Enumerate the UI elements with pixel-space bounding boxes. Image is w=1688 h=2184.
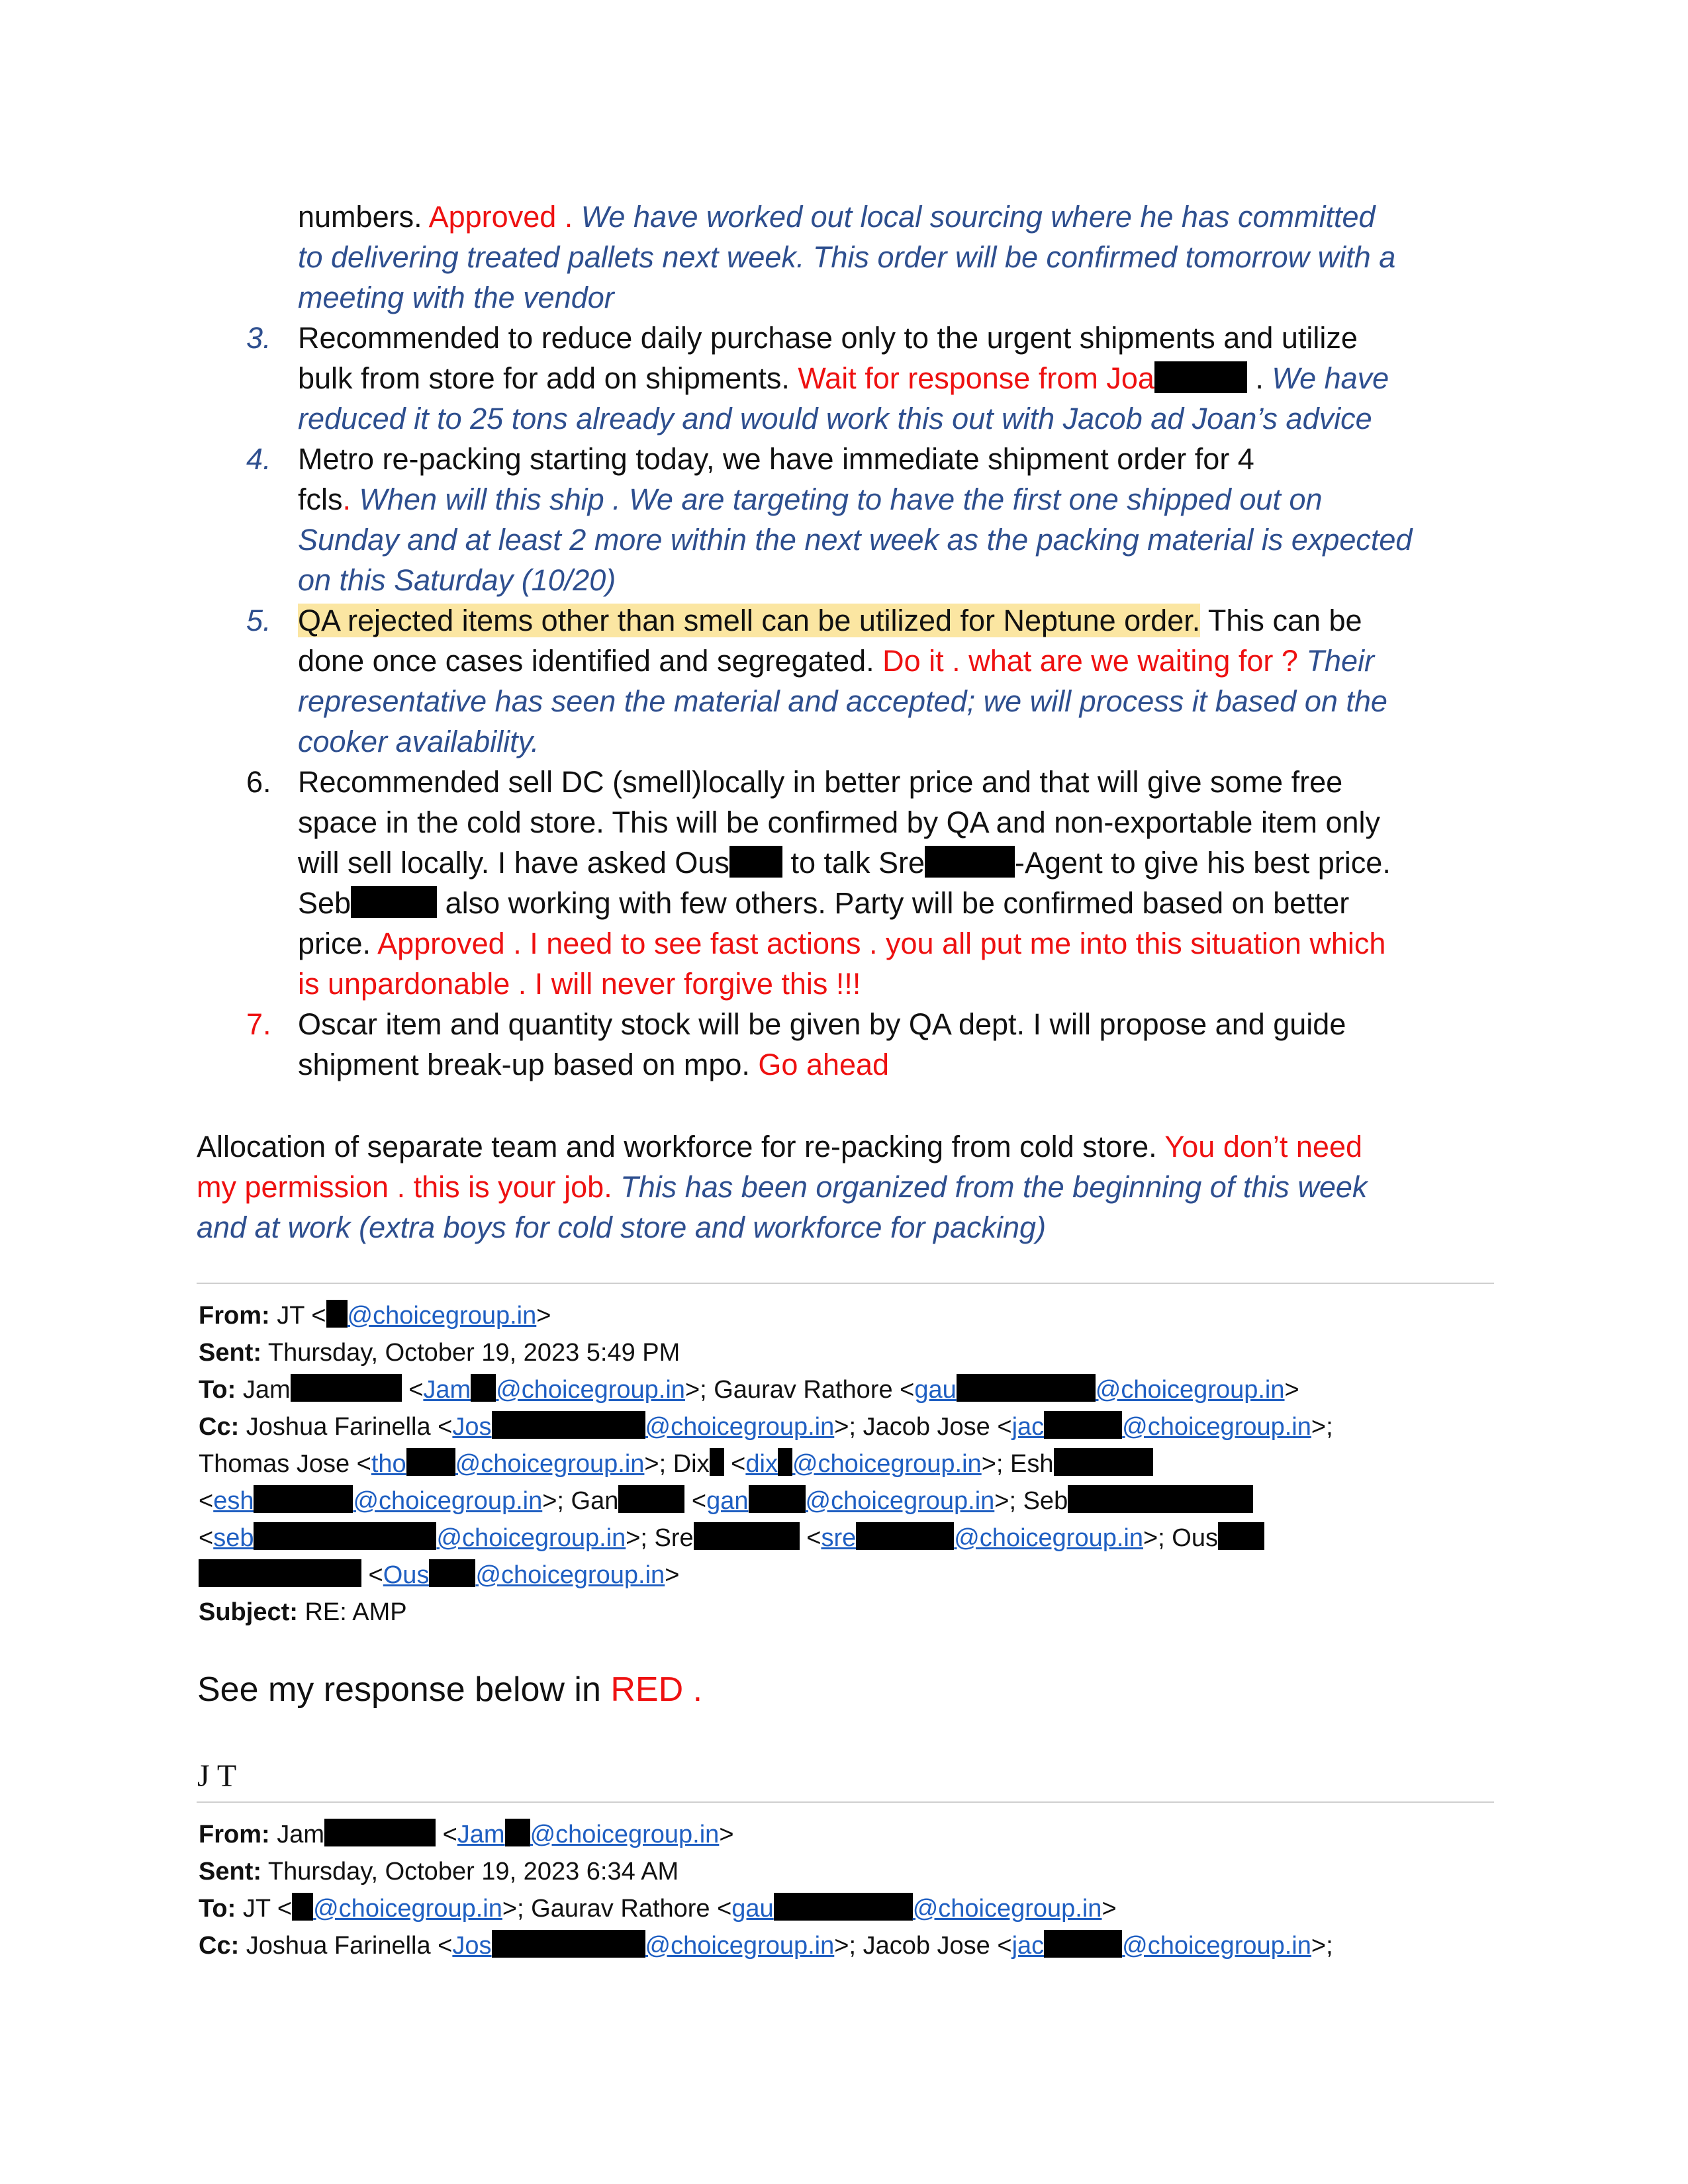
cc-line-3: <esh @choicegroup.in>; Gan <gan @choicegroup.in>; Seb xyxy=(199,1482,1496,1520)
redaction-bar xyxy=(351,886,437,918)
redaction-bar xyxy=(199,1559,361,1587)
email-link[interactable]: @choicegroup.in xyxy=(313,1895,502,1923)
redaction-bar xyxy=(1154,361,1247,393)
signature: J T xyxy=(197,1758,237,1794)
email-link[interactable]: @choicegroup.in xyxy=(1122,1932,1311,1960)
redaction-bar xyxy=(429,1559,475,1587)
redaction-bar xyxy=(254,1522,436,1550)
redaction-bar xyxy=(618,1485,684,1513)
email-link[interactable]: tho xyxy=(371,1450,406,1478)
email-link[interactable]: @choicegroup.in xyxy=(455,1450,645,1478)
email-link[interactable]: @choicegroup.in xyxy=(645,1413,835,1441)
email-link[interactable]: esh xyxy=(213,1487,254,1515)
redaction-bar xyxy=(694,1522,800,1550)
subject-line: Subject: RE: AMP xyxy=(199,1598,407,1626)
redaction-bar xyxy=(492,1411,645,1439)
list-item-6: 6. Recommended sell DC (smell)locally in better price and that will give some free space in the cold store. This will be confirmed by QA and non-exportable item only will sell locally. I have asked Ous to talk Sre -Agent to give his best price. Seb also working with few others. Party will be confirmed based on better price. Approved . I need to see fast actions . you all put me into this situation which is unpardonable . I will never forgive this !!! xyxy=(298,762,1496,1004)
redaction-bar xyxy=(1218,1522,1264,1550)
email-header-1 xyxy=(199,1297,1496,1631)
sent-line: Sent: Thursday, October 19, 2023 6:34 AM xyxy=(199,1858,679,1886)
list-item-5: 5. QA rejected items other than smell can be utilized for Neptune order. This can be done once cases identified and segregated. Do it . what are we waiting for ? Their representative has seen the material and accepted; we will process it based on the cooker availability. xyxy=(298,600,1496,762)
to-line: To: Jam <Jam @choicegroup.in>; Gaurav Rathore <gau @choicegroup.in> xyxy=(199,1371,1496,1408)
email-link[interactable]: Ous xyxy=(383,1561,430,1589)
email-link[interactable]: gau xyxy=(731,1895,774,1923)
email-link[interactable]: gau xyxy=(914,1376,957,1404)
email-divider xyxy=(197,1801,1494,1803)
redaction-bar xyxy=(957,1374,1096,1402)
redaction-bar xyxy=(1068,1485,1253,1513)
redaction-bar xyxy=(406,1448,455,1476)
cc-line-5: <Ous @choicegroup.in> xyxy=(199,1557,1496,1594)
cc-line-2: Thomas Jose <tho @choicegroup.in>; Dix <dix @choicegroup.in>; Esh xyxy=(199,1445,1496,1482)
email-link[interactable]: @choicegroup.in xyxy=(645,1932,835,1960)
email-link[interactable]: @choicegroup.in xyxy=(912,1895,1102,1923)
cc-line: Cc: Joshua Farinella <Jos @choicegroup.in>; Jacob Jose <jac @choicegroup.in>; xyxy=(199,1408,1496,1445)
list-item-2-continued: numbers. Approved . We have worked out local sourcing where he has committed to delivering treated pallets next week. This order will be confirmed tomorrow with a meeting with the vendor xyxy=(298,200,1396,314)
redaction-bar xyxy=(291,1374,402,1402)
cc-line: Cc: Joshua Farinella <Jos @choicegroup.in>; Jacob Jose <jac @choicegroup.in>; xyxy=(199,1927,1496,1964)
email-link[interactable]: jac xyxy=(1011,1932,1045,1960)
highlighted-text: QA rejected items other than smell can be utilized for Neptune order. xyxy=(298,604,1201,637)
list-number: 3. xyxy=(246,321,271,355)
email-link[interactable]: sre xyxy=(821,1524,857,1552)
list-number: 6. xyxy=(246,765,271,799)
redaction-bar xyxy=(505,1819,530,1846)
email-link[interactable]: @choicegroup.in xyxy=(1095,1376,1285,1404)
redaction-bar xyxy=(774,1893,913,1921)
list-item-7: 7. Oscar item and quantity stock will be given by QA dept. I will propose and guide shipment break-up based on mpo. Go ahead xyxy=(298,1004,1496,1085)
email-link[interactable]: jac xyxy=(1011,1413,1045,1441)
cc-line-4: <seb @choicegroup.in>; Sre <sre @choicegroup.in>; Ous xyxy=(199,1520,1496,1557)
list-number: 4. xyxy=(246,442,271,476)
email-link[interactable]: @choicegroup.in xyxy=(805,1487,995,1515)
redaction-bar xyxy=(749,1485,806,1513)
redaction-bar xyxy=(778,1448,792,1476)
action-items-list xyxy=(246,197,1496,1085)
list-number: 7. xyxy=(246,1007,271,1041)
list-item-3: 3. Recommended to reduce daily purchase only to the urgent shipments and utilize bulk from store for add on shipments. Wait for response from Joa . We have reduced it to 25 tons already and would work this out with Jacob ad Joan’s advice xyxy=(298,318,1496,439)
to-line: To: JT < @choicegroup.in>; Gaurav Rathore <gau @choicegroup.in> xyxy=(199,1890,1496,1927)
email-header-2 xyxy=(199,1816,1496,1964)
email-link[interactable]: gan xyxy=(706,1487,749,1515)
redaction-bar xyxy=(324,1819,436,1846)
redaction-bar xyxy=(1044,1411,1122,1439)
email-link[interactable]: Jos xyxy=(452,1932,492,1960)
email-link[interactable]: @choicegroup.in xyxy=(954,1524,1143,1552)
email-link[interactable]: @choicegroup.in xyxy=(792,1450,982,1478)
allocation-paragraph: Allocation of separate team and workforce for re-packing from cold store. You don’t need my permission . this is your job. This has been organized from the beginning of this week and at work (extra boys for cold store and workforce for packing) xyxy=(197,1130,1368,1244)
from-line: From: JT < @choicegroup.in> xyxy=(199,1297,1496,1334)
list-number: 5. xyxy=(246,604,271,637)
email-link[interactable]: @choicegroup.in xyxy=(353,1487,543,1515)
email-link[interactable]: Jam xyxy=(423,1376,471,1404)
redaction-bar xyxy=(254,1485,353,1513)
email-link[interactable]: dix xyxy=(745,1450,778,1478)
redaction-bar xyxy=(856,1522,954,1550)
email-link[interactable]: @choicegroup.in xyxy=(347,1302,537,1330)
list-item-4: 4. Metro re-packing starting today, we have immediate shipment order for 4 fcls. When will this ship . We are targeting to have the first one shipped out on Sunday and at least 2 more within the next week as the packing material is expected on this Saturday (10/20) xyxy=(298,439,1496,600)
redaction-bar xyxy=(1044,1930,1122,1958)
response-note: See my response below in RED . xyxy=(197,1670,703,1709)
email-link[interactable]: Jam xyxy=(457,1821,505,1848)
email-link[interactable]: @choicegroup.in xyxy=(1122,1413,1311,1441)
redaction-bar xyxy=(292,1893,313,1921)
redaction-bar xyxy=(729,846,782,878)
redaction-bar xyxy=(492,1930,645,1958)
email-link[interactable]: @choicegroup.in xyxy=(436,1524,626,1552)
email-divider xyxy=(197,1283,1494,1284)
email-link[interactable]: seb xyxy=(213,1524,254,1552)
sent-line: Sent: Thursday, October 19, 2023 5:49 PM xyxy=(199,1339,680,1367)
from-line: From: Jam <Jam @choicegroup.in> xyxy=(199,1816,1496,1853)
email-link[interactable]: @choicegroup.in xyxy=(496,1376,685,1404)
email-link[interactable]: @choicegroup.in xyxy=(475,1561,665,1589)
redaction-bar xyxy=(925,846,1015,878)
redaction-bar xyxy=(1054,1448,1153,1476)
email-link[interactable]: @choicegroup.in xyxy=(530,1821,720,1848)
email-link[interactable]: Jos xyxy=(452,1413,492,1441)
redaction-bar xyxy=(326,1300,348,1328)
redaction-bar xyxy=(471,1374,496,1402)
redaction-bar xyxy=(710,1448,724,1476)
